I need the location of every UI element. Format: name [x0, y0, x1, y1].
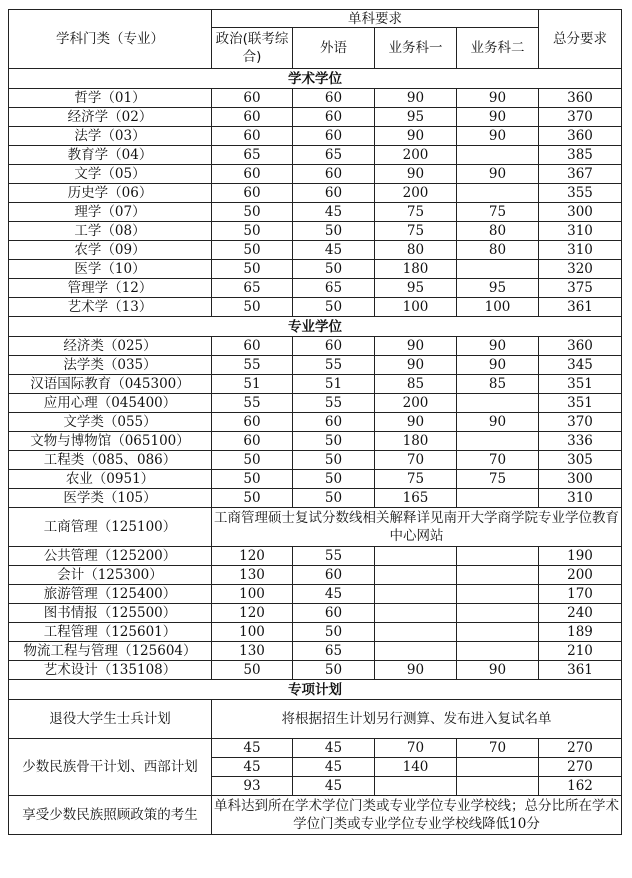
academic-foreign: 65 [293, 146, 375, 165]
academic-foreign: 60 [293, 127, 375, 146]
mba-name: 工商管理（125100） [9, 508, 212, 547]
academic-row [9, 146, 622, 165]
art-design-politics: 50 [212, 661, 293, 680]
art-design-subject2: 90 [457, 661, 539, 680]
academic-s2: 90 [457, 89, 539, 108]
professional-mgmt-row [9, 547, 622, 566]
professional-politics: 50 [212, 470, 293, 489]
academic-name: 法学（03） [9, 127, 212, 146]
academic-politics: 65 [212, 146, 293, 165]
academic-row [9, 298, 622, 317]
professional-mgmt-empty-cell [457, 642, 539, 661]
academic-politics: 60 [212, 127, 293, 146]
header-subject2: 业务科二 [457, 28, 539, 69]
professional-mgmt-total: 189 [539, 623, 622, 642]
section-professional [9, 317, 622, 337]
minority-2-subject1: 140 [375, 758, 457, 777]
professional-mgmt-foreign: 65 [293, 642, 375, 661]
academic-s2: 75 [457, 203, 539, 222]
academic-foreign: 60 [293, 165, 375, 184]
academic-row [9, 184, 622, 203]
academic-s1: 200 [375, 184, 457, 203]
academic-row [9, 203, 622, 222]
mba-note: 工商管理硕士复试分数线相关解释详见南开大学商学院专业学位教育中心网站 [212, 508, 622, 547]
professional-total: 360 [539, 337, 622, 356]
professional-mgmt-empty-cell [457, 547, 539, 566]
academic-foreign: 50 [293, 222, 375, 241]
professional-s1: 90 [375, 337, 457, 356]
professional-mgmt-empty-cell [457, 623, 539, 642]
academic-total: 385 [539, 146, 622, 165]
professional-row [9, 489, 622, 508]
veterans-note: 将根据招生计划另行测算、发布进入复试名单 [212, 700, 622, 739]
minority-1-politics: 45 [212, 739, 293, 758]
professional-name: 经济类（025） [9, 337, 212, 356]
professional-mgmt-politics: 100 [212, 585, 293, 604]
academic-name: 教育学（04） [9, 146, 212, 165]
professional-foreign: 50 [293, 470, 375, 489]
professional-mgmt-name: 物流工程与管理（125604） [9, 642, 212, 661]
academic-politics: 50 [212, 241, 293, 260]
minority-2-total: 270 [539, 758, 622, 777]
minority-1-total: 270 [539, 739, 622, 758]
academic-name: 农学（09） [9, 241, 212, 260]
professional-mgmt-total: 190 [539, 547, 622, 566]
professional-s1: 180 [375, 432, 457, 451]
academic-s1: 75 [375, 222, 457, 241]
academic-s1: 95 [375, 279, 457, 298]
professional-name: 文学类（055） [9, 413, 212, 432]
academic-s2: 80 [457, 222, 539, 241]
professional-mgmt-name: 工程管理（125601） [9, 623, 212, 642]
score-requirements-table [8, 9, 622, 835]
academic-name: 艺术学（13） [9, 298, 212, 317]
academic-s1: 200 [375, 146, 457, 165]
professional-s2: 75 [457, 470, 539, 489]
professional-mgmt-politics: 120 [212, 547, 293, 566]
section-special [9, 680, 622, 700]
professional-total: 336 [539, 432, 622, 451]
academic-name: 经济学（02） [9, 108, 212, 127]
professional-politics: 60 [212, 337, 293, 356]
academic-total: 360 [539, 127, 622, 146]
professional-total: 351 [539, 394, 622, 413]
header-single-subject: 单科要求 [212, 10, 539, 28]
section-title-academic: 学术学位 [9, 69, 622, 89]
academic-total: 360 [539, 89, 622, 108]
academic-row [9, 260, 622, 279]
academic-s2: 80 [457, 241, 539, 260]
professional-foreign: 50 [293, 451, 375, 470]
minority-3-total: 162 [539, 777, 622, 796]
professional-s2: 90 [457, 356, 539, 375]
academic-name: 理学（07） [9, 203, 212, 222]
academic-name: 管理学（12） [9, 279, 212, 298]
minority-3-subject2 [457, 777, 539, 796]
professional-s1: 90 [375, 413, 457, 432]
professional-politics: 60 [212, 413, 293, 432]
professional-s1: 200 [375, 394, 457, 413]
professional-mgmt-row [9, 604, 622, 623]
policy-row [9, 796, 622, 835]
art-design-total: 361 [539, 661, 622, 680]
art-design-name: 艺术设计（135108） [9, 661, 212, 680]
veterans-row [9, 700, 622, 739]
professional-foreign: 50 [293, 489, 375, 508]
policy-note: 单科达到所在学术学位门类或专业学位专业学校线；总分比所在学术学位门类或专业学位专业学校线降低10分 [212, 796, 622, 835]
academic-name: 工学（08） [9, 222, 212, 241]
academic-politics: 50 [212, 298, 293, 317]
professional-foreign: 55 [293, 356, 375, 375]
minority-1-subject2: 70 [457, 739, 539, 758]
professional-politics: 55 [212, 394, 293, 413]
professional-s1: 70 [375, 451, 457, 470]
professional-mgmt-name: 图书情报（125500） [9, 604, 212, 623]
score-table-container [8, 9, 622, 835]
academic-name: 文学（05） [9, 165, 212, 184]
academic-total: 355 [539, 184, 622, 203]
professional-mgmt-name: 会计（125300） [9, 566, 212, 585]
professional-mgmt-name: 公共管理（125200） [9, 547, 212, 566]
professional-row [9, 413, 622, 432]
minority-2-foreign: 45 [293, 758, 375, 777]
professional-row [9, 375, 622, 394]
art-design-row [9, 661, 622, 680]
professional-name: 医学类（105） [9, 489, 212, 508]
professional-total: 345 [539, 356, 622, 375]
minority-1-foreign: 45 [293, 739, 375, 758]
academic-row [9, 108, 622, 127]
professional-s1: 90 [375, 356, 457, 375]
minority-name: 少数民族骨干计划、西部计划 [9, 739, 212, 796]
academic-s1: 90 [375, 165, 457, 184]
header-politics: 政治(联考综合) [212, 28, 293, 69]
academic-politics: 50 [212, 260, 293, 279]
professional-row [9, 337, 622, 356]
professional-s2 [457, 489, 539, 508]
professional-row [9, 394, 622, 413]
professional-foreign: 55 [293, 394, 375, 413]
professional-s1: 85 [375, 375, 457, 394]
professional-mgmt-foreign: 55 [293, 547, 375, 566]
minority-row-1 [9, 739, 622, 758]
professional-total: 310 [539, 489, 622, 508]
professional-mgmt-empty-cell [457, 566, 539, 585]
professional-s2: 70 [457, 451, 539, 470]
professional-mgmt-row [9, 642, 622, 661]
academic-s1: 100 [375, 298, 457, 317]
academic-total: 361 [539, 298, 622, 317]
art-design-subject1: 90 [375, 661, 457, 680]
academic-foreign: 45 [293, 203, 375, 222]
academic-total: 367 [539, 165, 622, 184]
professional-total: 305 [539, 451, 622, 470]
professional-mgmt-empty-cell [457, 585, 539, 604]
minority-3-subject1 [375, 777, 457, 796]
professional-row [9, 356, 622, 375]
academic-total: 320 [539, 260, 622, 279]
professional-total: 351 [539, 375, 622, 394]
professional-mgmt-row [9, 623, 622, 642]
professional-foreign: 50 [293, 432, 375, 451]
professional-mgmt-empty-cell [375, 585, 457, 604]
professional-s2 [457, 432, 539, 451]
professional-mgmt-empty-cell [375, 566, 457, 585]
section-title-special: 专项计划 [9, 680, 622, 700]
academic-row [9, 241, 622, 260]
professional-name: 工程类（085、086） [9, 451, 212, 470]
academic-row [9, 89, 622, 108]
professional-s1: 75 [375, 470, 457, 489]
academic-s1: 80 [375, 241, 457, 260]
art-design-foreign: 50 [293, 661, 375, 680]
policy-name: 享受少数民族照顾政策的考生 [9, 796, 212, 835]
academic-row [9, 127, 622, 146]
header-subject1: 业务科一 [375, 28, 457, 69]
academic-politics: 65 [212, 279, 293, 298]
academic-row [9, 165, 622, 184]
academic-s2 [457, 146, 539, 165]
veterans-name: 退役大学生士兵计划 [9, 700, 212, 739]
professional-mgmt-name: 旅游管理（125400） [9, 585, 212, 604]
professional-mgmt-empty-cell [375, 547, 457, 566]
academic-name: 医学（10） [9, 260, 212, 279]
academic-name: 历史学（06） [9, 184, 212, 203]
professional-name: 法学类（035） [9, 356, 212, 375]
minority-2-subject2 [457, 758, 539, 777]
academic-politics: 60 [212, 89, 293, 108]
professional-mgmt-foreign: 60 [293, 604, 375, 623]
professional-mgmt-total: 200 [539, 566, 622, 585]
professional-name: 农业（0951） [9, 470, 212, 489]
professional-mgmt-foreign: 45 [293, 585, 375, 604]
header-row-1 [9, 10, 622, 28]
professional-row [9, 451, 622, 470]
professional-mgmt-row [9, 585, 622, 604]
academic-total: 375 [539, 279, 622, 298]
professional-mgmt-total: 170 [539, 585, 622, 604]
academic-foreign: 50 [293, 260, 375, 279]
section-academic [9, 69, 622, 89]
academic-row [9, 222, 622, 241]
professional-politics: 50 [212, 489, 293, 508]
academic-politics: 60 [212, 108, 293, 127]
academic-s2: 90 [457, 108, 539, 127]
academic-politics: 60 [212, 184, 293, 203]
academic-s1: 90 [375, 127, 457, 146]
academic-total: 310 [539, 222, 622, 241]
academic-foreign: 45 [293, 241, 375, 260]
header-foreign-language: 外语 [293, 28, 375, 69]
academic-politics: 50 [212, 203, 293, 222]
academic-foreign: 60 [293, 184, 375, 203]
academic-s1: 95 [375, 108, 457, 127]
academic-foreign: 60 [293, 89, 375, 108]
professional-mgmt-empty-cell [375, 604, 457, 623]
professional-s2: 85 [457, 375, 539, 394]
professional-row [9, 470, 622, 489]
academic-s1: 75 [375, 203, 457, 222]
header-category: 学科门类（专业） [9, 10, 212, 69]
professional-mgmt-politics: 130 [212, 642, 293, 661]
professional-politics: 55 [212, 356, 293, 375]
minority-2-politics: 45 [212, 758, 293, 777]
section-title-professional: 专业学位 [9, 317, 622, 337]
professional-s2: 90 [457, 337, 539, 356]
academic-total: 370 [539, 108, 622, 127]
professional-mgmt-politics: 130 [212, 566, 293, 585]
professional-politics: 60 [212, 432, 293, 451]
professional-foreign: 51 [293, 375, 375, 394]
professional-mgmt-empty-cell [375, 642, 457, 661]
mba-row [9, 508, 622, 547]
professional-mgmt-empty-cell [375, 623, 457, 642]
academic-total: 310 [539, 241, 622, 260]
professional-s2 [457, 394, 539, 413]
professional-mgmt-foreign: 60 [293, 566, 375, 585]
professional-mgmt-total: 240 [539, 604, 622, 623]
academic-s2: 95 [457, 279, 539, 298]
professional-name: 应用心理（045400） [9, 394, 212, 413]
minority-3-politics: 93 [212, 777, 293, 796]
professional-mgmt-empty-cell [457, 604, 539, 623]
academic-row [9, 279, 622, 298]
minority-1-subject1: 70 [375, 739, 457, 758]
academic-foreign: 50 [293, 298, 375, 317]
professional-mgmt-politics: 120 [212, 604, 293, 623]
professional-total: 370 [539, 413, 622, 432]
header-total: 总分要求 [539, 10, 622, 69]
academic-foreign: 65 [293, 279, 375, 298]
academic-s2: 90 [457, 165, 539, 184]
professional-mgmt-politics: 100 [212, 623, 293, 642]
academic-s1: 90 [375, 89, 457, 108]
professional-name: 文物与博物馆（065100） [9, 432, 212, 451]
academic-foreign: 60 [293, 108, 375, 127]
professional-mgmt-total: 210 [539, 642, 622, 661]
minority-3-foreign: 45 [293, 777, 375, 796]
professional-politics: 50 [212, 451, 293, 470]
professional-politics: 51 [212, 375, 293, 394]
professional-mgmt-foreign: 50 [293, 623, 375, 642]
professional-s2: 90 [457, 413, 539, 432]
professional-total: 300 [539, 470, 622, 489]
academic-name: 哲学（01） [9, 89, 212, 108]
professional-s1: 165 [375, 489, 457, 508]
professional-foreign: 60 [293, 413, 375, 432]
academic-s2 [457, 260, 539, 279]
academic-politics: 60 [212, 165, 293, 184]
professional-name: 汉语国际教育（045300） [9, 375, 212, 394]
professional-foreign: 60 [293, 337, 375, 356]
professional-row [9, 432, 622, 451]
academic-s2 [457, 184, 539, 203]
professional-mgmt-row [9, 566, 622, 585]
academic-s1: 180 [375, 260, 457, 279]
academic-s2: 100 [457, 298, 539, 317]
academic-s2: 90 [457, 127, 539, 146]
academic-total: 300 [539, 203, 622, 222]
academic-politics: 50 [212, 222, 293, 241]
